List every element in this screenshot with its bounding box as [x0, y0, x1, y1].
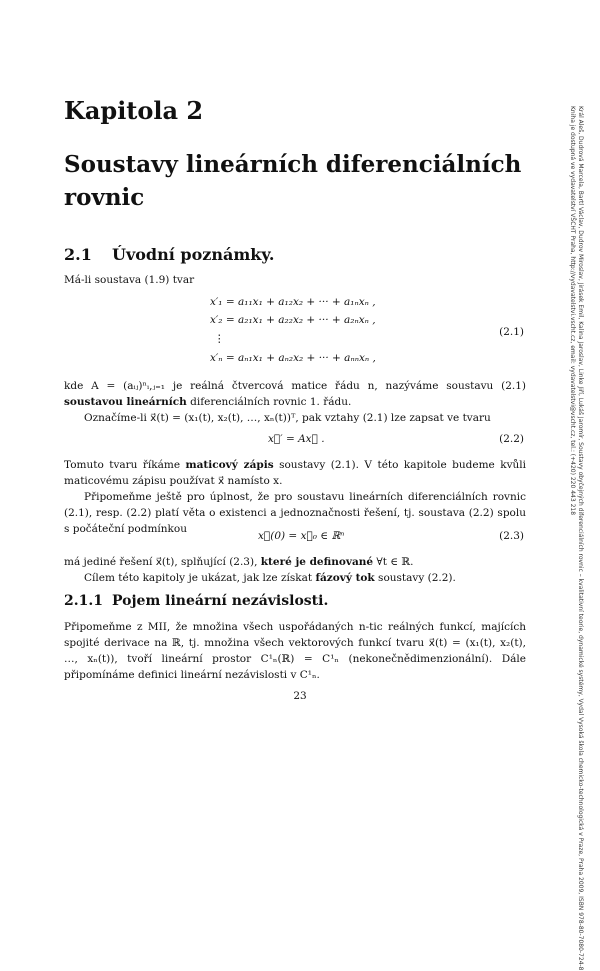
paragraph-goal-text-b: soustavy (2.2).: [374, 572, 456, 584]
paragraph-vector: Označíme-li x⃗(t) = (x₁(t), x₂(t), …, xₙ(t))ᵀ, pak vztahy (2.1) lze zapsat ve tvaru: [84, 412, 491, 424]
paragraph-unique-text-a: má jediné řešení x⃗(t), splňující (2.3),: [64, 556, 261, 568]
sidebar-citation-line-2: Kniha je dostupná ve vydavatelství VŠCHT Praha, http://vydavatelstvi.vscht.cz, email: vydavatelstvi@vscht.cz, tel.: (+420) 220 443 218: [569, 106, 577, 516]
paragraph-matrix-text-a: Tomuto tvaru říkáme: [64, 459, 186, 471]
paragraph-definition-text-a: kde A = (aᵢⱼ)ⁿᵢ,ⱼ₌₁ je reálná čtvercová matice řádu n, nazýváme soustavu (2.1): [64, 380, 526, 392]
paragraph-goal: [64, 570, 526, 586]
paragraph-existence: Připomeňme ještě pro úplnost, že pro soustavu lineárních diferenciálních rovnic (2.1), resp. (2.2) platí věta o existenci a jednoznačnosti řešení, tj. soustava (2.2) spolu s počáteční podmínkou: [64, 491, 526, 535]
equation-2-1-line-3: x′ₙ = aₙ₁x₁ + aₙ₂x₂ + ··· + aₙₙxₙ ,: [210, 352, 376, 364]
page-number: 23: [293, 690, 307, 702]
section-heading: [64, 245, 274, 264]
section-title: Úvodní poznámky.: [112, 245, 275, 264]
paragraph-matrix: [64, 457, 526, 489]
equation-number-2-3: (2.3): [499, 530, 524, 542]
subsection-heading: [64, 593, 328, 609]
paragraph-intro: Má-li soustava (1.9) tvar: [64, 274, 195, 286]
subsection-title: Pojem lineární nezávislosti.: [112, 593, 329, 609]
equation-number-2-1: (2.1): [499, 326, 524, 338]
sidebar-citation-line-1: Král Aleš, Dudrová Marcela, Bartl Václav, Dudrov Miroslav, Jirásek Emil, Kalina Jaroslav, Linke Jiří, Lukáš Jaromír, Soustavy obyčejných diferenciálních rovnic – kvalitativní teorie, dynamické systémy, Vydal Vysoká škola chemicko-technologická v Praze, Praha 2009, ISBN 978-80-7080-724-8: [577, 106, 584, 971]
paragraph-definition-text-b: diferenciálních rovnic 1. řádu.: [186, 396, 352, 408]
equation-2-3: x⃗(0) = x⃗₀ ∈ ℝⁿ: [258, 530, 345, 542]
paragraph-unique-text-b: ∀t ∈ ℝ.: [373, 556, 414, 568]
paragraph-definition-bold: soustavou lineárních: [64, 396, 187, 408]
paragraph-definition: [64, 378, 526, 410]
paragraph-unique: [64, 554, 526, 570]
paragraph-goal-bold: fázový tok: [315, 572, 375, 584]
equation-number-2-2: (2.2): [499, 433, 524, 445]
equation-2-1-line-1: x′₁ = a₁₁x₁ + a₁₂x₂ + ··· + a₁ₙxₙ ,: [210, 296, 376, 308]
subsection-number: 2.1.1: [64, 593, 103, 609]
paragraph-linear-independence: Připomeňme z MII, že množina všech uspořádaných n-tic reálných funkcí, majících spojité derivace na ℝ, tj. množina všech vektorových funkcí tvaru x⃗(t) = (x₁(t), x₂(t), …, xₙ(t)), tvoří lineární prostor C¹ₙ(ℝ) = C¹ₙ (nekonečnědimenzionální). Dále připomínáme definici lineární nezávislosti v C¹ₙ.: [64, 621, 526, 681]
paragraph-matrix-bold: maticový zápis: [185, 459, 274, 471]
paragraph-unique-bold: které je definované: [260, 556, 374, 568]
equation-2-1-vdots: ⋮: [214, 333, 225, 345]
paragraph-goal-text-a: Cílem této kapitoly je ukázat, jak lze získat: [84, 572, 316, 584]
section-number: 2.1: [64, 245, 92, 264]
equation-2-2: x⃗′ = Ax⃗ .: [268, 433, 325, 445]
chapter-title: Soustavy lineárních diferenciálních rovnic: [64, 151, 522, 211]
sidebar-citation: [569, 106, 584, 971]
paragraph-matrix-text-b: soustavy (2.1). V této kapitole budeme kvůli maticovému zápisu používat x⃗ namísto x.: [64, 459, 526, 487]
chapter-label: Kapitola 2: [64, 96, 204, 125]
equation-2-1-line-2: x′₂ = a₂₁x₁ + a₂₂x₂ + ··· + a₂ₙxₙ ,: [210, 314, 376, 326]
